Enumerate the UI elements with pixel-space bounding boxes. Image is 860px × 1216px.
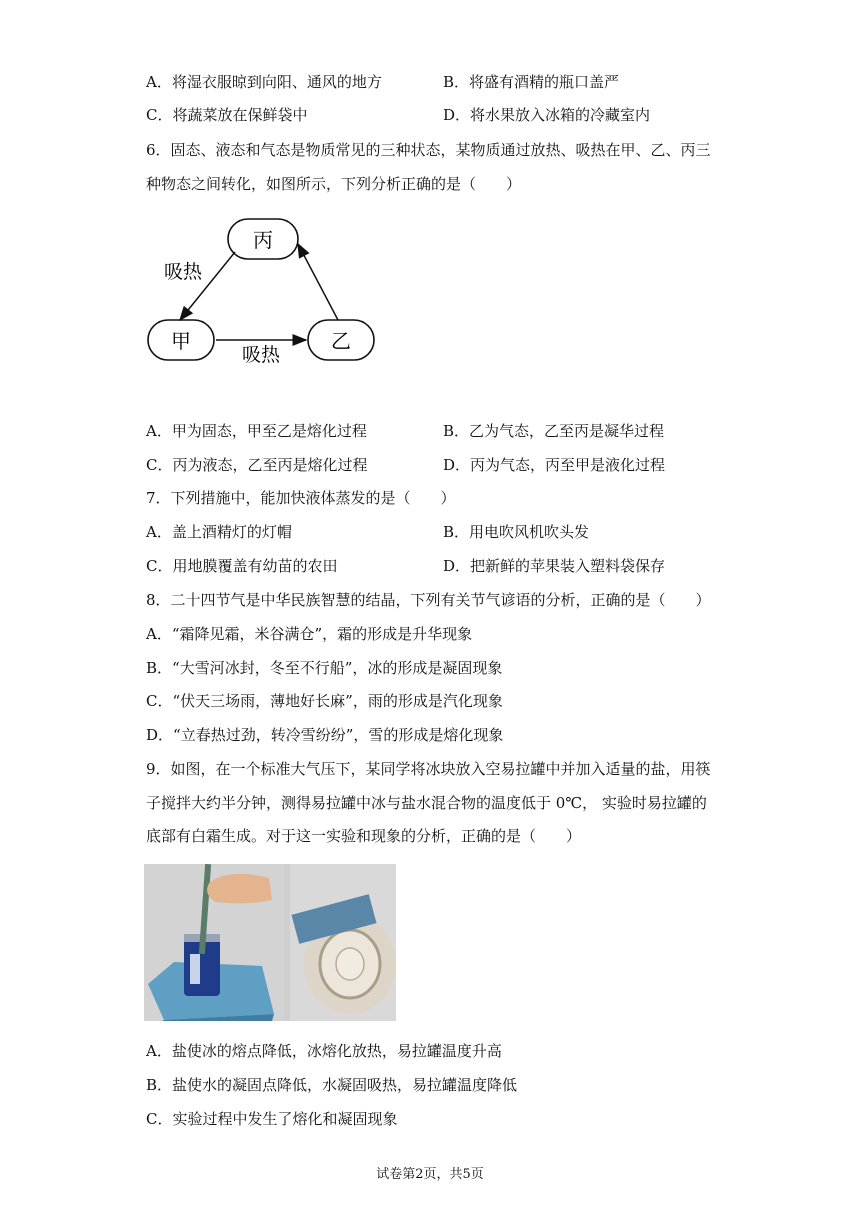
q7-option-d: D．把新鲜的苹果装入塑料袋保存 — [443, 557, 666, 575]
node-yi-label: 乙 — [331, 329, 351, 353]
q9-option-c: C．实验过程中发生了熔化和凝固现象 — [146, 1110, 398, 1128]
q7-option-a: A．盖上酒精灯的灯帽 — [146, 523, 292, 541]
q5-option-c: C．将蔬菜放在保鲜袋中 — [146, 106, 308, 124]
arrow-yi-to-bing — [298, 244, 338, 320]
experiment-photo — [144, 864, 396, 1021]
q5-option-a: A．将湿衣服晾到向阳、通风的地方 — [146, 73, 382, 91]
q6-stem-line1: 6．固态、液态和气态是物质常见的三种状态，某物质通过放热、吸热在甲、乙、丙三 — [146, 141, 711, 159]
node-jia-label: 甲 — [171, 329, 191, 353]
q9-stem-line2: 子搅拌大约半分钟，测得易拉罐中冰与盐水混合物的温度低于 0℃， 实验时易拉罐的 — [146, 794, 707, 812]
q8-stem: 8．二十四节气是中华民族智慧的结晶，下列有关节气谚语的分析，正确的是（ ） — [146, 591, 711, 609]
q9-stem-line1: 9．如图，在一个标准大气压下，某同学将冰块放入空易拉罐中并加入适量的盐，用筷 — [146, 760, 711, 778]
q9-option-b: B．盐使水的凝固点降低，水凝固吸热，易拉罐温度降低 — [146, 1076, 518, 1094]
q6-option-c: C．丙为液态，乙至丙是熔化过程 — [146, 456, 368, 474]
q6-option-d: D．丙为气态，丙至甲是液化过程 — [443, 456, 666, 474]
node-bing-label: 丙 — [253, 228, 273, 252]
label-absorb-heat-bottom: 吸热 — [242, 344, 281, 366]
page-footer: 试卷第2页，共5页 — [376, 1167, 484, 1182]
q9-option-a: A．盐使冰的熔点降低，冰熔化放热，易拉罐温度升高 — [146, 1042, 502, 1060]
q8-option-c: C．“伏天三场雨，薄地好长麻”，雨的形成是汽化现象 — [146, 692, 503, 710]
label-absorb-heat-left: 吸热 — [164, 261, 203, 283]
q6-option-a: A．甲为固态，甲至乙是熔化过程 — [146, 422, 367, 440]
experiment-photo-illustration — [144, 864, 396, 1021]
hand — [207, 874, 272, 903]
q7-option-c: C．用地膜覆盖有幼苗的农田 — [146, 557, 338, 575]
q8-option-a: A．“霜降见霜，米谷满仓”，霜的形成是升华现象 — [146, 625, 473, 643]
q5-option-b: B．将盛有酒精的瓶口盖严 — [443, 73, 620, 91]
q5-option-d: D．将水果放入冰箱的冷藏室内 — [443, 106, 651, 124]
q8-option-b: B．“大雪河冰封，冬至不行船”，冰的形成是凝固现象 — [146, 659, 503, 677]
q8-option-d: D．“立春热过劲，转冷雪纷纷”，雪的形成是熔化现象 — [146, 726, 504, 744]
q7-stem: 7．下列措施中，能加快液体蒸发的是（ ） — [146, 489, 456, 507]
q7-option-b: B．用电吹风机吹头发 — [443, 523, 590, 541]
q6-stem-line2: 种物态之间转化，如图所示，下列分析正确的是（ ） — [146, 175, 522, 193]
q9-stem-line3: 底部有白霜生成。对于这一实验和现象的分析，正确的是（ ） — [146, 827, 582, 845]
state-change-diagram — [140, 210, 390, 370]
q6-option-b: B．乙为气态，乙至丙是凝华过程 — [443, 422, 665, 440]
